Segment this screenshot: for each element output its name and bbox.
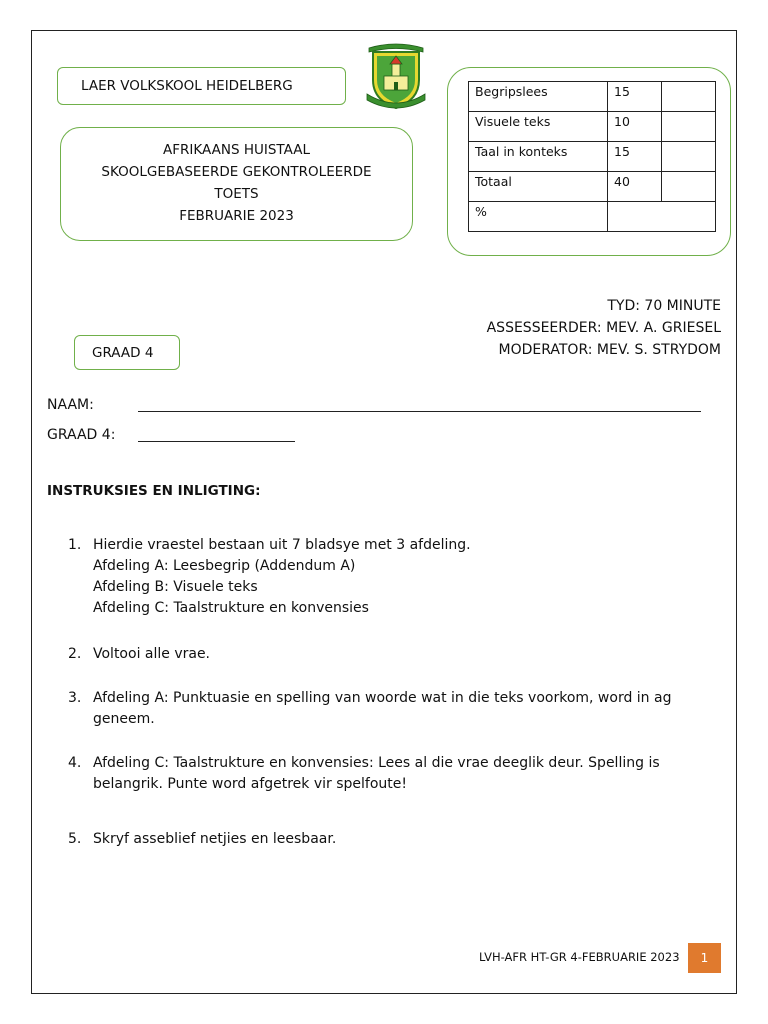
instruction-text: Afdeling B: Visuele teks (93, 579, 258, 595)
instruction-text: Hierdie vraestel bestaan uit 7 bladsye met 3 afdeling. (93, 537, 471, 553)
instructions-heading: INSTRUKSIES EN INLIGTING: (47, 483, 261, 499)
instruction-number: 2. (68, 646, 82, 662)
instruction-number: 3. (68, 690, 82, 706)
marks-label: % (469, 202, 608, 232)
marks-row (469, 142, 716, 172)
subject-title-box (60, 127, 413, 241)
school-name: LAER VOLKSKOOL HEIDELBERG (81, 78, 293, 94)
marks-row (469, 172, 716, 202)
marks-label: Visuele teks (469, 112, 608, 142)
name-label: NAAM: (47, 397, 94, 413)
exam-time: TYD: 70 MINUTE (607, 298, 721, 314)
marks-score[interactable] (662, 82, 716, 112)
marks-max: 15 (608, 82, 662, 112)
marks-row (469, 82, 716, 112)
marks-row (469, 112, 716, 142)
grade-box-label: GRAAD 4 (92, 344, 154, 361)
instruction-text: Afdeling C: Taalstrukture en konvensies: Lees al die vrae deeglik deur. Spelling is (93, 755, 660, 771)
instruction-text: Voltooi alle vrae. (93, 646, 211, 662)
instruction-text: Afdeling A: Leesbegrip (Addendum A) (93, 558, 356, 574)
marks-score[interactable] (662, 172, 716, 202)
school-name-box (57, 67, 346, 105)
instruction-number: 1. (68, 537, 82, 553)
instruction-text: geneem. (93, 711, 155, 727)
moderator: MODERATOR: MEV. S. STRYDOM (498, 342, 721, 358)
marks-table (468, 81, 716, 232)
marks-max: 15 (608, 142, 662, 172)
instruction-text: Afdeling C: Taalstrukture en konvensies (93, 600, 369, 616)
school-crest-logo (363, 42, 429, 110)
assessor: ASSESSEERDER: MEV. A. GRIESEL (486, 320, 721, 336)
subject-line-3: TOETS (214, 186, 259, 202)
marks-max: 40 (608, 172, 662, 202)
name-field[interactable] (138, 397, 701, 412)
instruction-number: 5. (68, 831, 82, 847)
subject-line-1: AFRIKAANS HUISTAAL (163, 142, 310, 158)
grade-label: GRAAD 4: (47, 427, 116, 443)
footer-code: LVH-AFR HT-GR 4-FEBRUARIE 2023 (479, 950, 680, 964)
instruction-number: 4. (68, 755, 82, 771)
marks-score[interactable] (662, 142, 716, 172)
marks-max: 10 (608, 112, 662, 142)
page-number: 1 (700, 951, 709, 965)
instruction-text: Skryf asseblief netjies en leesbaar. (93, 831, 337, 847)
marks-label: Begripslees (469, 82, 608, 112)
subject-line-2: SKOOLGEBASEERDE GEKONTROLEERDE (101, 164, 372, 180)
marks-percent-value[interactable] (608, 202, 716, 232)
marks-score[interactable] (662, 112, 716, 142)
grade-field[interactable] (138, 427, 295, 442)
marks-label: Taal in konteks (469, 142, 608, 172)
grade-box (74, 335, 180, 370)
subject-line-4: FEBRUARIE 2023 (179, 208, 294, 224)
marks-label: Totaal (469, 172, 608, 202)
instruction-text: belangrik. Punte word afgetrek vir spelfoute! (93, 776, 408, 792)
marks-row (469, 202, 716, 232)
instruction-text: Afdeling A: Punktuasie en spelling van woorde wat in die teks voorkom, word in ag (93, 690, 672, 706)
page-number-badge (688, 943, 721, 973)
